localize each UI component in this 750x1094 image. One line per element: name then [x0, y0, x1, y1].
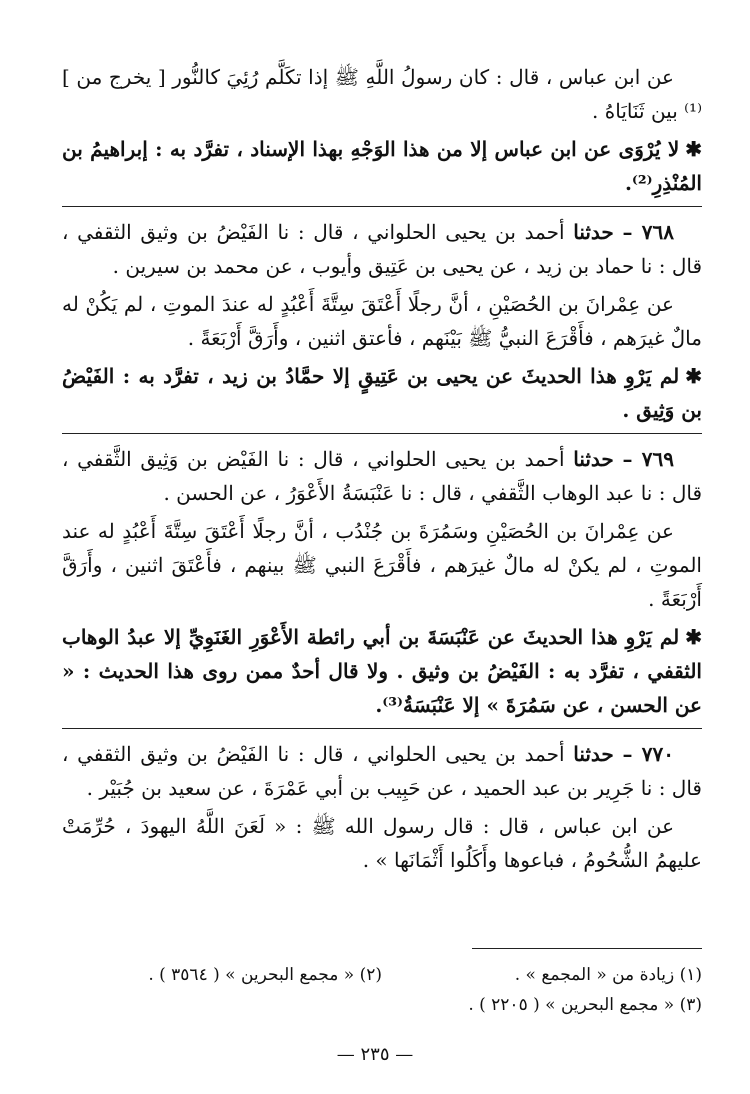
- separator: [62, 728, 702, 729]
- isnad-lead-769: حدثنا: [573, 447, 614, 471]
- footnote-rule: [472, 948, 702, 949]
- separator: [62, 433, 702, 434]
- star-icon: ✱: [685, 364, 702, 388]
- hadith-text-768: عن عِمْرانَ بن الحُصَيْنِ ، أنَّ رجلًا أَعْتَقَ سِتَّةَ أَعْبُدٍ له عندَ الموتِ ، لم يَكُنْ له مالٌ غيرَهم ، فأَقْرَعَ النبيُّ ﷺ بَيْنَهم ، فأعتق اثنين ، وأَرَقَّ أَرْبَعَةً .: [62, 292, 702, 350]
- page-body: [62, 60, 702, 881]
- isnad-770: [62, 737, 702, 805]
- footnote-2: (٢) « مجمع البحرين » ( ٣٥٦٤ ) .: [148, 965, 382, 985]
- note-769-text: لم يَرْوِ هذا الحديثَ عن عَنْبَسَةَ بن أبي رائطة الأَعْوَرِ الغَنَوِيِّ إلا عبدُ الوهاب الثقفي ، تفرَّد به : الفَيْضُ بن وثيق . ولا قال أحدٌ ممن روى هذا الحديث : « عن الحسن ، عن سَمُرَةَ » إلا عَنْبَسَةُ⁽³⁾.: [62, 625, 702, 717]
- footnotes: [62, 960, 702, 1020]
- note-767: [62, 132, 702, 200]
- isnad-lead-768: حدثنا: [573, 220, 614, 244]
- footnote-row: [62, 960, 702, 990]
- hadith-text-767: عن ابن عباس ، قال : كان رسولُ اللَّهِ ﷺ إذا تكَلَّم رُئِيَ كالنُّور [ يخرج من ]⁽¹⁾ بين ثَنَايَاهُ .: [62, 65, 702, 123]
- footnote-3: (٣) « مجمع البحرين » ( ٢٢٠٥ ) .: [468, 995, 702, 1015]
- isnad-text-768: أحمد بن يحيى الحلواني ، قال : نا الفَيْضُ بن وثيق الثقفي ، قال : نا حماد بن زيد ، عن يحيى بن عَتِيق وأيوب ، عن محمد بن سيرين .: [62, 220, 702, 278]
- hadith-text-769: عن عِمْرانَ بن الحُصَيْنِ وسَمُرَةَ بن جُنْدُب ، أنَّ رجلًا أَعْتَقَ سِتَّةَ أَعْبُدٍ له عند الموتِ ، لم يكنْ له مالٌ غيرَهم ، فأَقْرَعَ النبي ﷺ بينهم ، فأَعْتَقَ اثنين ، وأَرَقَّ أَرْبَعَةً .: [62, 519, 702, 611]
- note-768: [62, 359, 702, 427]
- note-769: [62, 620, 702, 722]
- hadith-number-770: ٧٧٠ –: [622, 742, 675, 766]
- isnad-lead-770: حدثنا: [573, 742, 614, 766]
- note-768-text: لم يَرْوِ هذا الحديثَ عن يحيى بن عَتِيقٍ إلا حمَّادُ بن زيد ، تفرَّد به : الفَيْضُ بن وَثِيق .: [62, 364, 702, 422]
- star-icon: ✱: [685, 625, 702, 649]
- page-number: — ٢٣٥ —: [336, 1044, 414, 1065]
- isnad-text-770: أحمد بن يحيى الحلواني ، قال : نا الفَيْضُ بن وثيق الثقفي ، قال : نا جَرِير بن عبد الحميد ، عن حَبِيب بن أبي عَمْرَةَ ، عن سعيد بن جُبَيْر .: [62, 742, 702, 800]
- hadith-number-769: ٧٦٩ –: [622, 447, 675, 471]
- footnote-1: (١) زيادة من « المجمع » .: [514, 965, 702, 985]
- separator: [62, 206, 702, 207]
- isnad-768: [62, 215, 702, 283]
- hadith-number-768: ٧٦٨ –: [622, 220, 675, 244]
- star-icon: ✱: [685, 137, 702, 161]
- isnad-769: [62, 442, 702, 510]
- footnote-row: [62, 990, 702, 1020]
- note-767-text: لا يُرْوَى عن ابن عباس إلا من هذا الوَجْهِ بهذا الإسناد ، تفرَّد به : إبراهيمُ بن المُنْذِرِ⁽²⁾.: [62, 137, 702, 195]
- isnad-text-769: أحمد بن يحيى الحلواني ، قال : نا الفَيْض بن وَثِيق الثَّقفي ، قال : نا عبد الوهاب الثَّقفي ، قال : نا عَنْبَسَةُ الأَعْوَرُ ، عن الحسن .: [62, 447, 702, 505]
- hadith-text-770: عن ابن عباس ، قال : قال رسول الله ﷺ : « لَعَنَ اللَّهُ اليهودَ ، حُرِّمَتْ عليهمُ الشُّحُومُ ، فباعوها وأَكَلُوا أَثْمَانَها » .: [62, 814, 702, 872]
